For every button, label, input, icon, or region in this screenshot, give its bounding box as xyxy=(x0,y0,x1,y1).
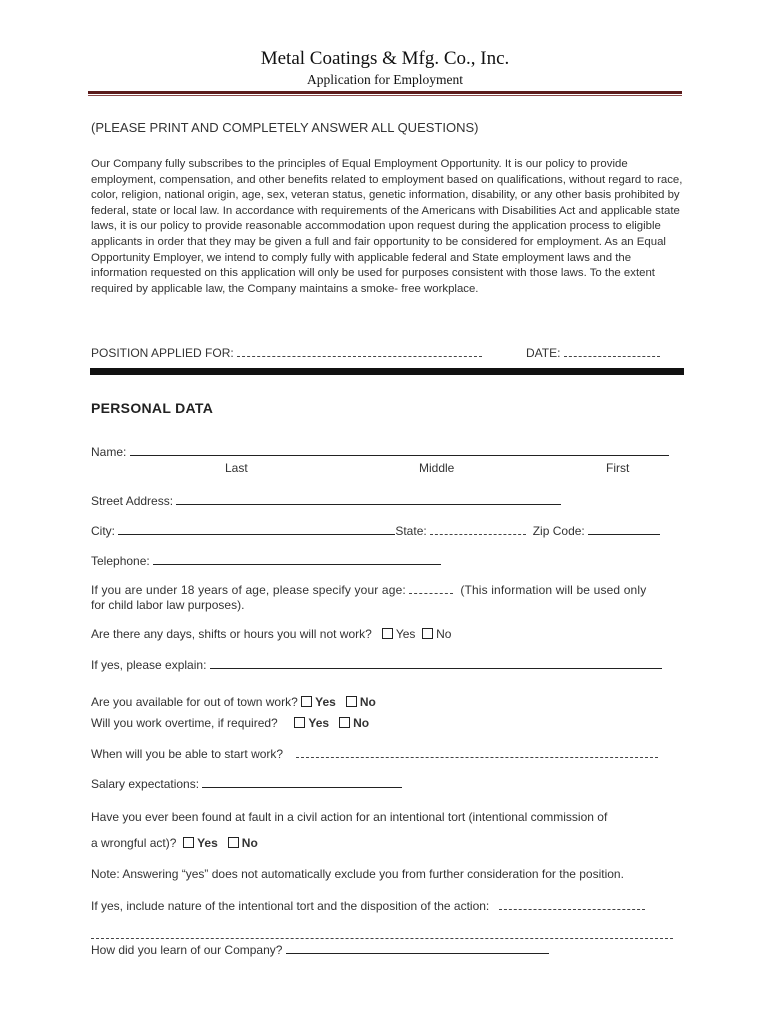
explain-input[interactable] xyxy=(210,657,662,669)
telephone-input[interactable] xyxy=(153,553,441,565)
section-divider xyxy=(90,368,684,375)
first-name-caption: First xyxy=(606,461,630,475)
overtime-no-checkbox[interactable] xyxy=(339,717,350,728)
overtime-question: Will you work overtime, if required? xyxy=(91,716,278,730)
tort-yes-checkbox[interactable] xyxy=(183,837,194,848)
overtime-row xyxy=(91,716,369,730)
tort-detail-row xyxy=(91,898,645,913)
city-input[interactable] xyxy=(118,523,395,535)
company-name: Metal Coatings & Mfg. Co., Inc. xyxy=(260,48,510,69)
start-row xyxy=(91,746,658,761)
explain-row xyxy=(91,657,662,672)
days-no-checkbox[interactable] xyxy=(422,628,433,639)
age-row xyxy=(91,582,646,597)
out-of-town-yes-label: Yes xyxy=(315,695,336,709)
out-of-town-no-label: No xyxy=(359,695,376,709)
street-input[interactable] xyxy=(176,493,561,505)
age-input[interactable] xyxy=(409,582,453,594)
city-label: City: xyxy=(91,524,115,538)
overtime-yes-label: Yes xyxy=(308,716,330,730)
tort-no-checkbox[interactable] xyxy=(228,837,239,848)
tort-detail-input-line2[interactable] xyxy=(91,938,673,939)
days-question: Are there any days, shifts or hours you will not work? xyxy=(91,627,372,641)
days-no-label: No xyxy=(436,627,452,641)
zip-label: Zip Code: xyxy=(532,524,585,538)
street-row xyxy=(91,493,561,508)
date-input[interactable] xyxy=(564,345,660,357)
header-divider-thin xyxy=(88,95,682,96)
position-label: POSITION APPLIED FOR: xyxy=(91,346,234,360)
days-yes-checkbox[interactable] xyxy=(382,628,393,639)
learn-row xyxy=(91,942,549,957)
instructions: (PLEASE PRINT AND COMPLETELY ANSWER ALL QUESTIONS) xyxy=(91,120,479,135)
age-note: (This information will be used only xyxy=(460,583,647,597)
tort-detail-input[interactable] xyxy=(499,898,645,910)
tort-question: Have you ever been found at fault in a civil action for an intentional tort (intentional commission of xyxy=(91,810,608,824)
telephone-label: Telephone: xyxy=(91,554,150,568)
tort-detail-label: If yes, include nature of the intentional tort and the disposition of the action: xyxy=(91,899,490,913)
form-title: Application for Employment xyxy=(307,72,463,87)
salary-label: Salary expectations: xyxy=(91,777,200,791)
zip-input[interactable] xyxy=(588,523,660,535)
out-of-town-question: Are you available for out of town work? xyxy=(91,695,298,709)
learn-question: How did you learn of our Company? xyxy=(91,943,283,957)
explain-label: If yes, please explain: xyxy=(91,658,207,672)
state-label: State: xyxy=(395,524,427,538)
days-yes-label: Yes xyxy=(395,627,416,641)
state-input[interactable] xyxy=(430,523,526,535)
middle-name-caption: Middle xyxy=(419,461,455,475)
age-note-continued: for child labor law purposes). xyxy=(91,598,245,612)
position-row xyxy=(91,345,482,360)
street-label: Street Address: xyxy=(91,494,174,508)
eeo-policy-text: Our Company fully subscribes to the principles of Equal Employment Opportunity. It is our policy to provide employment, compensation, and other benefits related to employment based on qualifications, without regard to race, color, religion, national origin, age, sex, veteran status, genetic information, disability, or any other basis prohibited by federal, state or local law. In accordance with requirements of the Americans with Disabilities Act and applicable state laws, it is our policy to provide reasonable accommodation upon request during the application process to eligible applicants in order that they may be given a full and fair opportunity to be considered for employment. As an Equal Opportunity Employer, we intend to comply fully with applicable federal and State employment laws and the information requested on this application will only be used for purposes consistent with those laws. To the extent required by applicable law, the Company maintains a smoke- free workplace. xyxy=(91,158,683,295)
personal-data-heading: PERSONAL DATA xyxy=(91,400,214,416)
header-divider xyxy=(88,91,682,94)
tort-answer-row xyxy=(91,836,258,850)
days-row xyxy=(91,627,451,641)
telephone-row xyxy=(91,553,441,568)
last-name-caption: Last xyxy=(225,461,248,475)
start-question: When will you be able to start work? xyxy=(91,747,284,761)
overtime-no-label: No xyxy=(353,716,370,730)
city-row xyxy=(91,523,660,538)
learn-input[interactable] xyxy=(286,942,549,954)
name-input[interactable] xyxy=(130,444,669,456)
note-text: Note: Answering “yes” does not automatically exclude you from further consideration for the position. xyxy=(91,867,624,881)
name-row xyxy=(91,444,669,459)
out-of-town-yes-checkbox[interactable] xyxy=(301,696,312,707)
date-row xyxy=(526,345,660,360)
date-label: DATE: xyxy=(526,346,561,360)
tort-question-continued: a wrongful act)? xyxy=(91,836,177,850)
position-input[interactable] xyxy=(237,345,482,357)
tort-no-label: No xyxy=(241,836,258,850)
name-label: Name: xyxy=(91,445,127,459)
overtime-yes-checkbox[interactable] xyxy=(294,717,305,728)
salary-input[interactable] xyxy=(202,776,402,788)
out-of-town-no-checkbox[interactable] xyxy=(346,696,357,707)
tort-yes-label: Yes xyxy=(197,836,218,850)
salary-row xyxy=(91,776,402,791)
out-of-town-row xyxy=(91,695,376,709)
start-input[interactable] xyxy=(296,746,658,758)
age-question: If you are under 18 years of age, please specify your age: xyxy=(91,583,406,597)
